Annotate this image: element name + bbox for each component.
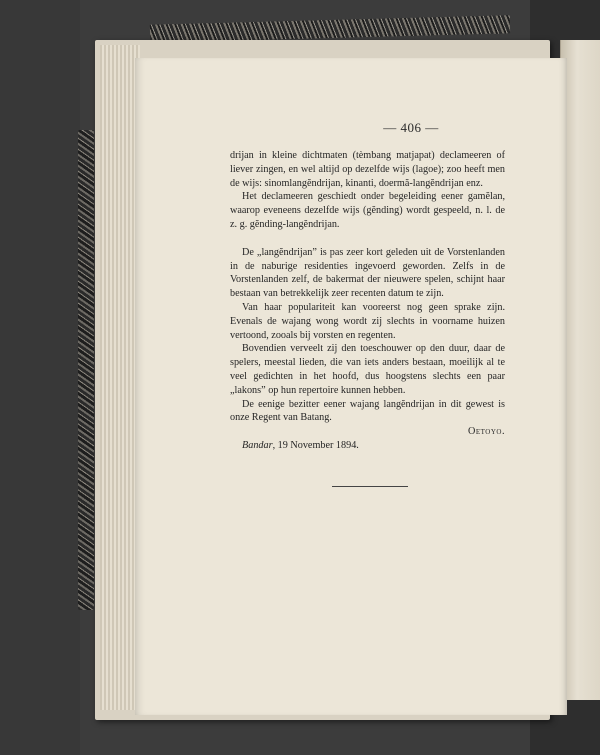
paragraph: De eenige bezitter eener wajang langĕndrijan in dit gewest is onze Regent van Batang.	[230, 398, 505, 424]
place-date	[230, 439, 505, 453]
paragraph: Het declameeren geschiedt onder begeleiding eener gamĕlan, waarop eveneens dezelfde wijs (gĕnding) wordt gespeeld, n. l. de z. g. gĕnding-langĕndrijan.	[230, 191, 505, 230]
paragraph: Van haar populariteit kan vooreerst nog geen sprake zijn. Evenals de wajang wong wordt zij slechts in voorname huizen vertoond, zooals bij vorsten en regenten.	[230, 301, 505, 341]
marbled-cover-edge	[78, 130, 94, 610]
page-text	[230, 149, 505, 453]
marbled-cover-top	[150, 15, 510, 42]
date-text: , 19 November 1894.	[272, 439, 359, 451]
closing-rule	[332, 486, 408, 487]
background-left	[0, 0, 80, 755]
place-name: Bandar	[242, 439, 273, 451]
page-number: — 406 —	[383, 120, 439, 135]
paragraph: De „langĕndrijan” is pas zeer kort geleden uit de Vorstenlanden in de naburige residenties ingevoerd geworden. Zelfs in de Vorstenlanden zelf, de bakermat der nieuwere spelen, schijnt haar bestaan van betrekkelijk zeer recenten datum te zijn.	[230, 246, 505, 300]
book-page	[135, 58, 567, 715]
page-edges	[100, 45, 140, 710]
paragraph: Bovendien verveelt zij den toeschouwer op den duur, daar de spelers, meestal lieden, die van iets anders bestaan, moeilijk al te veel gedichten in het hoofd, dus hoogstens slechts een paar „lakons” op hun repertoire kunnen hebben.	[230, 343, 505, 396]
paragraph: drijan in kleine dichtmaten (tèmbang matjapat) declameeren of liever zingen, en wel altijd op dezelfde wijs (lagoe); zoo heeft men de wijs: sinomlangĕndrijan, kinanti, doermă-langĕndrijan enz.	[230, 150, 505, 189]
paragraph-gap	[230, 232, 505, 246]
author-signature: Oetoyo.	[468, 426, 505, 438]
